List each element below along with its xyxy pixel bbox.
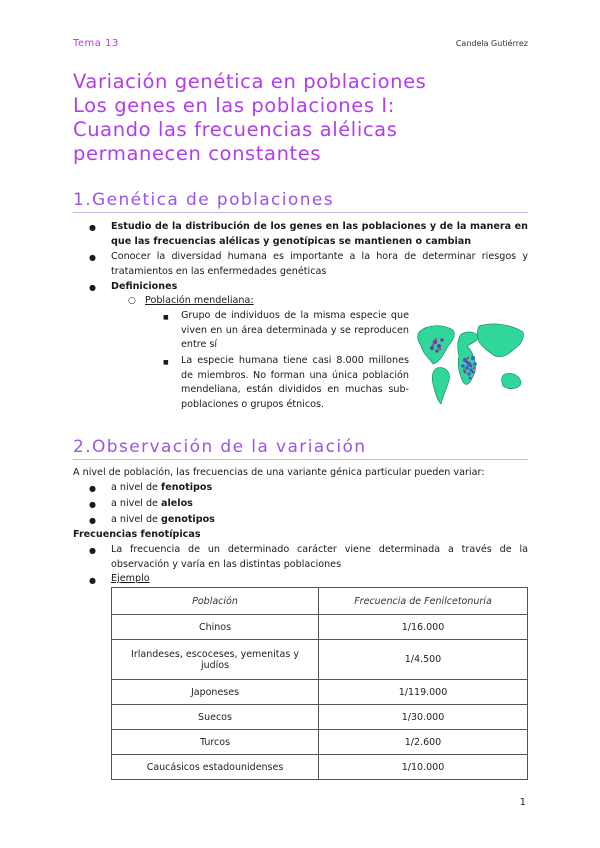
bullet-icon: ● bbox=[89, 283, 96, 292]
bullet-icon: ● bbox=[89, 546, 96, 555]
square-bullet-icon: ■ bbox=[163, 359, 169, 366]
table-header-cell: Frecuencia de Fenilcetonuria bbox=[319, 588, 528, 615]
page-number: 1 bbox=[519, 797, 526, 808]
table-cell: 1/2.600 bbox=[319, 730, 528, 755]
example-label: Ejemplo bbox=[111, 573, 150, 584]
table-cell: Japoneses bbox=[112, 680, 319, 705]
table-header-row bbox=[112, 588, 528, 615]
square-bullet-icon: ■ bbox=[163, 314, 169, 321]
title-line: permanecen constantes bbox=[73, 142, 322, 165]
subheading-frecuencias: Frecuencias fenotípicas bbox=[73, 529, 201, 540]
table-cell: Turcos bbox=[112, 730, 319, 755]
table-row bbox=[112, 640, 528, 680]
bullet-icon: ● bbox=[89, 516, 96, 525]
bullet-icon: ● bbox=[89, 576, 96, 585]
table-cell: 1/30.000 bbox=[319, 705, 528, 730]
table-cell: 1/4.500 bbox=[319, 640, 528, 680]
level-item: a nivel de fenotipos bbox=[111, 482, 213, 493]
header-topic: Tema 13 bbox=[73, 38, 119, 49]
section-heading-2: 2.Observación de la variación bbox=[73, 437, 367, 457]
title-line: Los genes en las poblaciones I: bbox=[73, 94, 395, 117]
table-cell: Chinos bbox=[112, 615, 319, 640]
section-divider bbox=[73, 212, 528, 213]
table-row bbox=[112, 615, 528, 640]
section1-bullet-1: Estudio de la distribución de los genes en las poblaciones y de la manera en que las frecuencias alélicas y genotípicas se mantienen o cambian bbox=[111, 221, 528, 247]
hollow-bullet-icon: ○ bbox=[128, 296, 136, 306]
subheading-poblacion-mendeliana: Población mendeliana: bbox=[145, 295, 254, 306]
table-cell: Irlandeses, escoceses, yemenitas y judíos bbox=[112, 640, 319, 680]
level-item: a nivel de alelos bbox=[111, 498, 193, 509]
section1-bullet-3: Definiciones bbox=[111, 281, 178, 292]
definition-text-1: Grupo de individuos de la misma especie que viven en un área determinada y se reproducen entre sí bbox=[181, 310, 409, 350]
phenylketonuria-table bbox=[111, 587, 528, 780]
page-title bbox=[73, 70, 543, 166]
table-row bbox=[112, 705, 528, 730]
bullet-icon: ● bbox=[89, 500, 96, 509]
section-heading-1: 1.Genética de poblaciones bbox=[73, 190, 334, 210]
level-item: a nivel de genotipos bbox=[111, 514, 215, 525]
table-cell: Caucásicos estadounidenses bbox=[112, 755, 319, 780]
table-cell: 1/10.000 bbox=[319, 755, 528, 780]
table-row bbox=[112, 730, 528, 755]
table-row bbox=[112, 755, 528, 780]
title-line: Cuando las frecuencias alélicas bbox=[73, 118, 398, 141]
definition-text-2: La especie humana tiene casi 8.000 millones de miembros. No forman una única población mendeliana, están divididos en muchas sub-poblaciones o grupos étnicos. bbox=[181, 355, 409, 410]
table-cell: 1/119.000 bbox=[319, 680, 528, 705]
header-author: Candela Gutiérrez bbox=[455, 39, 528, 48]
table-cell: Suecos bbox=[112, 705, 319, 730]
world-map-image bbox=[413, 318, 529, 406]
bullet-icon: ● bbox=[89, 253, 96, 262]
bullet-icon: ● bbox=[89, 223, 96, 232]
title-line: Variación genética en poblaciones bbox=[73, 70, 427, 93]
table-cell: 1/16.000 bbox=[319, 615, 528, 640]
table-row bbox=[112, 680, 528, 705]
freq-bullet: La frecuencia de un determinado carácter viene determinada a través de la observación y varía en las distintas poblaciones bbox=[111, 544, 528, 570]
table-header-cell: Población bbox=[112, 588, 319, 615]
bullet-icon: ● bbox=[89, 484, 96, 493]
section2-intro: A nivel de población, las frecuencias de una variante génica particular pueden variar: bbox=[73, 467, 485, 478]
section1-bullet-2: Conocer la diversidad humana es importante a la hora de determinar riesgos y tratamientos en las enfermedades genéticas bbox=[111, 251, 528, 277]
section-divider bbox=[73, 459, 528, 460]
